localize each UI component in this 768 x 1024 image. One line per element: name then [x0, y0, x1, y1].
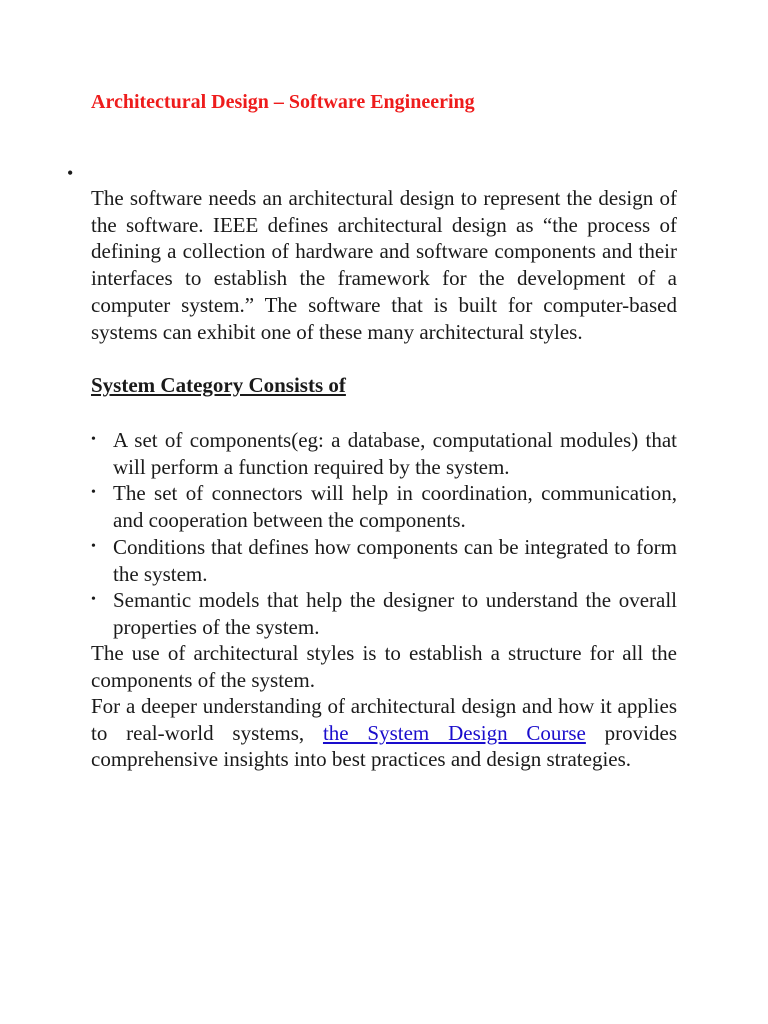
- bullet-icon: •: [91, 432, 96, 447]
- system-category-list: [91, 427, 677, 641]
- list-item-text: Semantic models that help the designer to understand the overall properties of the system.: [113, 588, 677, 639]
- bullet-icon: •: [91, 485, 96, 501]
- empty-bullet-marker: •: [67, 163, 74, 183]
- list-item-text: The set of connectors will help in coordination, communication, and cooperation between the components.: [113, 481, 677, 533]
- list-item: [91, 427, 677, 480]
- course-paragraph-tail: provides comprehensive insights into best practices and design strategies.: [91, 720, 678, 772]
- section-heading: System Category Consists of: [91, 373, 346, 397]
- course-paragraph: [91, 693, 677, 773]
- list-item: [91, 534, 677, 587]
- intro-paragraph: The software needs an architectural design to represent the design of the software. IEEE defines architectural design as “the process of defining a collection of hardware and software components and their interfaces to establish the framework for the development of a computer system.” The software that is built for computer-based systems can exhibit one of these many architectural styles.: [91, 186, 677, 344]
- list-item-text: A set of components(eg: a database, computational modules) that will perform a function required by the system.: [113, 428, 677, 479]
- document-title: Architectural Design – Software Engineering: [91, 91, 475, 113]
- list-item: [91, 480, 677, 533]
- system-design-course-link[interactable]: the System Design Course: [322, 720, 586, 745]
- bullet-icon: •: [91, 538, 96, 554]
- list-item-text: Conditions that defines how components can be integrated to form the system.: [113, 534, 677, 586]
- bullet-icon: •: [91, 592, 96, 608]
- course-paragraph-lead: For a deeper understanding of architectural design and how it applies to real-world systems,: [91, 694, 677, 745]
- list-item: [91, 587, 677, 640]
- styles-paragraph: The use of architectural styles is to establish a structure for all the components of the system.: [91, 641, 677, 692]
